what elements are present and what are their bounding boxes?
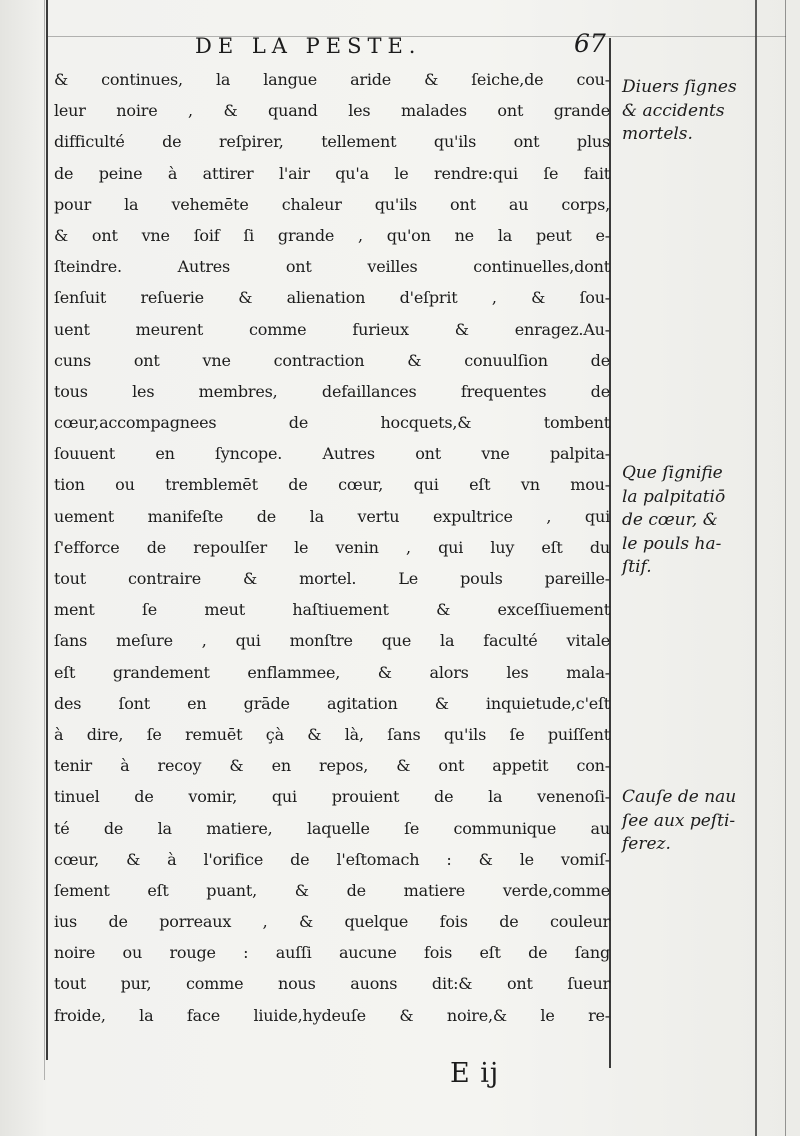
page-edge-line <box>785 0 786 1136</box>
margin-note-line: de cœur, & <box>622 510 718 530</box>
text-line: tenir à recoy & en repos, & ont appetit con- <box>54 756 610 776</box>
text-line: ſ'efforce de repoulſer le venin , qui luy eſt du <box>54 537 610 557</box>
text-line: ſement eſt puant, & de matiere verde,comme <box>54 880 610 900</box>
text-line: cœur,accompagnees de hocquets,& tombent <box>54 413 610 433</box>
margin-note-nausea <box>622 786 752 857</box>
margin-note-line: Cauſe de nau <box>622 787 737 807</box>
text-line: ment ſe meut haſtiuement & exceſſiuement <box>54 600 610 620</box>
margin-note-line: Que ſignifie <box>622 463 723 483</box>
margin-note-signs <box>622 76 752 147</box>
text-line: & continues, la langue aride & ſeiche,de cou- <box>54 70 610 89</box>
text-line: ſteindre. Autres ont veilles continuelles,dont <box>54 257 610 277</box>
left-text-rule <box>46 0 48 1060</box>
text-line: uement manifeſte de la vertu expultrice , qui <box>54 506 610 526</box>
margin-note-palpitation <box>622 462 752 580</box>
margin-note-line: le pouls ha- <box>622 533 722 554</box>
text-line: ſenſuit reſuerie & alienation d'eſprit , & ſou- <box>54 288 610 308</box>
text-line: tinuel de vomir, qui prouient de la venenoſi- <box>54 787 610 807</box>
text-line: eſt grandement enflammee, & alors les mala- <box>54 662 610 682</box>
margin-note-line: ſee aux peſti- <box>622 810 736 831</box>
text-line: tion ou tremblemēt de cœur, qui eſt vn mou- <box>54 475 610 495</box>
text-line: à dire, ſe remuēt çà & là, ſans qu'ils ſe puiſſent <box>54 724 610 744</box>
right-margin-rule <box>755 0 757 1136</box>
text-line: froide, la face liuide,hydeuſe & noire,& le re- <box>54 1005 610 1025</box>
margin-note-line: & accidents <box>622 100 725 121</box>
margin-note-line: ſtif. <box>622 557 652 577</box>
text-line: difficulté de reſpirer, tellement qu'ils ont plus <box>54 132 610 152</box>
text-line: té de la matiere, laquelle ſe communique au <box>54 818 610 838</box>
margin-note-line: Diuers ſignes <box>622 77 737 97</box>
text-line: ius de porreaux , & quelque fois de couleur <box>54 912 610 932</box>
text-line: des ſont en grāde agitation & inquietude,c'eſt <box>54 693 610 713</box>
body-text <box>54 64 610 1031</box>
text-line: tout contraire & mortel. Le pouls pareille- <box>54 569 610 588</box>
running-head: DE LA PESTE. <box>195 34 422 58</box>
text-line: ſans meſure , qui monſtre que la faculté vitale <box>54 631 610 651</box>
margin-note-line: mortels. <box>622 124 693 144</box>
text-line: uent meurent comme furieux & enragez.Au- <box>54 319 610 339</box>
text-line: tout pur, comme nous auons dit:& ont ſueur <box>54 974 610 994</box>
text-line: cœur, & à l'orifice de l'eſtomach : & le vomiſ- <box>54 849 610 869</box>
margin-note-line: ferez. <box>622 834 671 854</box>
text-line: ſouuent en ſyncope. Autres ont vne palpita- <box>54 444 610 464</box>
text-line: & ont vne ſoif ſi grande , qu'on ne la peut e- <box>54 225 610 245</box>
text-line: pour la vehemēte chaleur qu'ils ont au corps, <box>54 194 610 214</box>
text-line: tous les membres, defaillances frequentes de <box>54 381 610 401</box>
page-edge-shadow <box>44 0 45 1080</box>
text-line: leur noire , & quand les malades ont grande <box>54 101 610 121</box>
signature-mark: E ij <box>450 1058 500 1089</box>
page-number: 67 <box>574 29 606 58</box>
margin-note-line: la palpitatiō <box>622 486 726 507</box>
text-line: cuns ont vne contraction & conuulſion de <box>54 350 610 370</box>
text-line: noire ou rouge : auſſi aucune fois eſt de ſang <box>54 943 610 963</box>
text-line: de peine à attirer l'air qu'a le rendre:qui ſe fait <box>54 163 610 183</box>
